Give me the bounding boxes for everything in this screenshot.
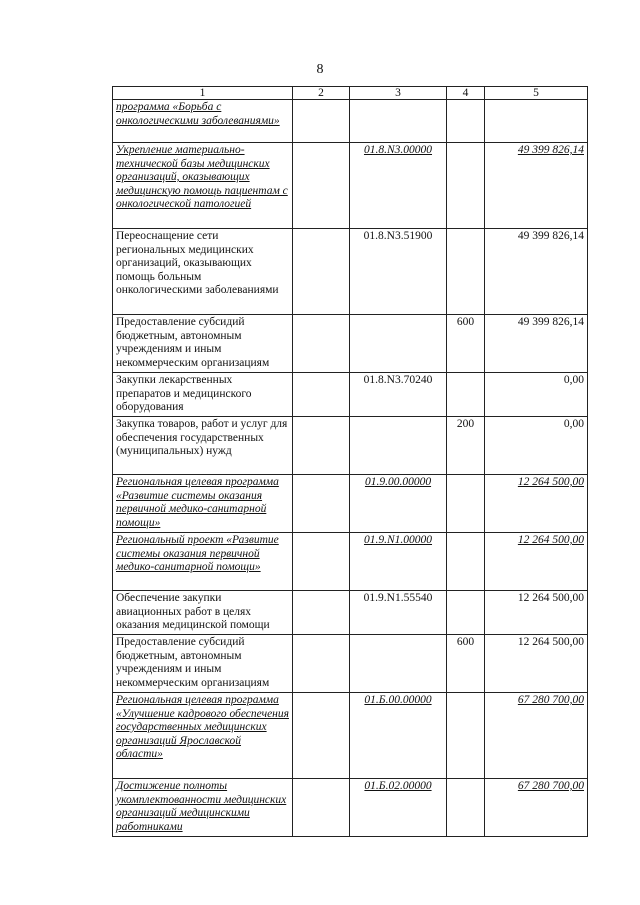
item-code: 01.8.N3.51900 — [350, 229, 447, 315]
item-expense-type — [447, 533, 485, 591]
table-header-row — [113, 87, 588, 100]
item-name: Региональный проект «Развитие системы оказания первичной медико-санитарной помощи» — [113, 533, 293, 591]
item-expense-type — [447, 373, 485, 417]
item-col2 — [293, 635, 350, 693]
item-col2 — [293, 533, 350, 591]
item-name: Региональная целевая программа «Развитие системы оказания первичной медико-санитарной помощи» — [113, 475, 293, 533]
item-expense-type — [447, 100, 485, 143]
item-col2 — [293, 693, 350, 779]
item-amount: 0,00 — [485, 373, 588, 417]
item-name: Региональная целевая программа «Улучшение кадрового обеспечения государственных медицинских организаций Ярославской области» — [113, 693, 293, 779]
item-code: 01.Б.00.00000 — [350, 693, 447, 779]
table-row — [113, 635, 588, 693]
column-header-4: 4 — [447, 87, 485, 100]
item-code: 01.8.N3.00000 — [350, 143, 447, 229]
table-row — [113, 475, 588, 533]
item-name: Закупка товаров, работ и услуг для обеспечения государственных (муниципальных) нужд — [113, 417, 293, 475]
item-amount: 12 264 500,00 — [485, 635, 588, 693]
item-expense-type — [447, 591, 485, 635]
item-code — [350, 417, 447, 475]
item-amount: 49 399 826,14 — [485, 143, 588, 229]
budget-table — [112, 86, 588, 837]
item-col2 — [293, 591, 350, 635]
item-amount — [485, 100, 588, 143]
item-name: Переоснащение сети региональных медицинских организаций, оказывающих помощь больным онкологическими заболеваниями — [113, 229, 293, 315]
item-col2 — [293, 417, 350, 475]
table-row — [113, 373, 588, 417]
column-header-1: 1 — [113, 87, 293, 100]
item-amount: 0,00 — [485, 417, 588, 475]
item-amount: 49 399 826,14 — [485, 315, 588, 373]
item-amount: 12 264 500,00 — [485, 591, 588, 635]
item-col2 — [293, 100, 350, 143]
column-header-2: 2 — [293, 87, 350, 100]
item-code — [350, 635, 447, 693]
table-row — [113, 533, 588, 591]
item-name: Предоставление субсидий бюджетным, автономным учреждениям и иным некоммерческим организациям — [113, 315, 293, 373]
item-code: 01.9.00.00000 — [350, 475, 447, 533]
item-expense-type — [447, 779, 485, 837]
item-name: программа «Борьба с онкологическими заболеваниями» — [113, 100, 293, 143]
item-expense-type: 600 — [447, 635, 485, 693]
item-expense-type — [447, 693, 485, 779]
item-expense-type — [447, 143, 485, 229]
table-row — [113, 143, 588, 229]
item-col2 — [293, 373, 350, 417]
item-expense-type — [447, 475, 485, 533]
item-name: Достижение полноты укомплектованности медицинских организаций медицинскими работниками — [113, 779, 293, 837]
page-number: 8 — [316, 62, 324, 77]
table-row — [113, 100, 588, 143]
item-col2 — [293, 229, 350, 315]
column-header-5: 5 — [485, 87, 588, 100]
item-code: 01.9.N1.55540 — [350, 591, 447, 635]
item-amount: 67 280 700,00 — [485, 693, 588, 779]
item-name: Предоставление субсидий бюджетным, автономным учреждениям и иным некоммерческим организациям — [113, 635, 293, 693]
item-name: Укрепление материально-технической базы медицинских организаций, оказывающих медицинскую помощь пациентам с онкологической патологией — [113, 143, 293, 229]
table-row — [113, 693, 588, 779]
item-col2 — [293, 143, 350, 229]
item-code — [350, 315, 447, 373]
item-col2 — [293, 475, 350, 533]
table-row — [113, 315, 588, 373]
item-code — [350, 100, 447, 143]
item-col2 — [293, 779, 350, 837]
table-row — [113, 229, 588, 315]
item-expense-type: 200 — [447, 417, 485, 475]
item-code: 01.8.N3.70240 — [350, 373, 447, 417]
item-amount: 12 264 500,00 — [485, 533, 588, 591]
column-header-3: 3 — [350, 87, 447, 100]
table-row — [113, 417, 588, 475]
item-name: Закупки лекарственных препаратов и медицинского оборудования — [113, 373, 293, 417]
item-col2 — [293, 315, 350, 373]
item-expense-type — [447, 229, 485, 315]
item-amount: 67 280 700,00 — [485, 779, 588, 837]
item-code: 01.9.N1.00000 — [350, 533, 447, 591]
item-expense-type: 600 — [447, 315, 485, 373]
item-name: Обеспечение закупки авиационных работ в целях оказания медицинской помощи — [113, 591, 293, 635]
item-amount: 49 399 826,14 — [485, 229, 588, 315]
item-code: 01.Б.02.00000 — [350, 779, 447, 837]
item-amount: 12 264 500,00 — [485, 475, 588, 533]
table-row — [113, 591, 588, 635]
table-row — [113, 779, 588, 837]
